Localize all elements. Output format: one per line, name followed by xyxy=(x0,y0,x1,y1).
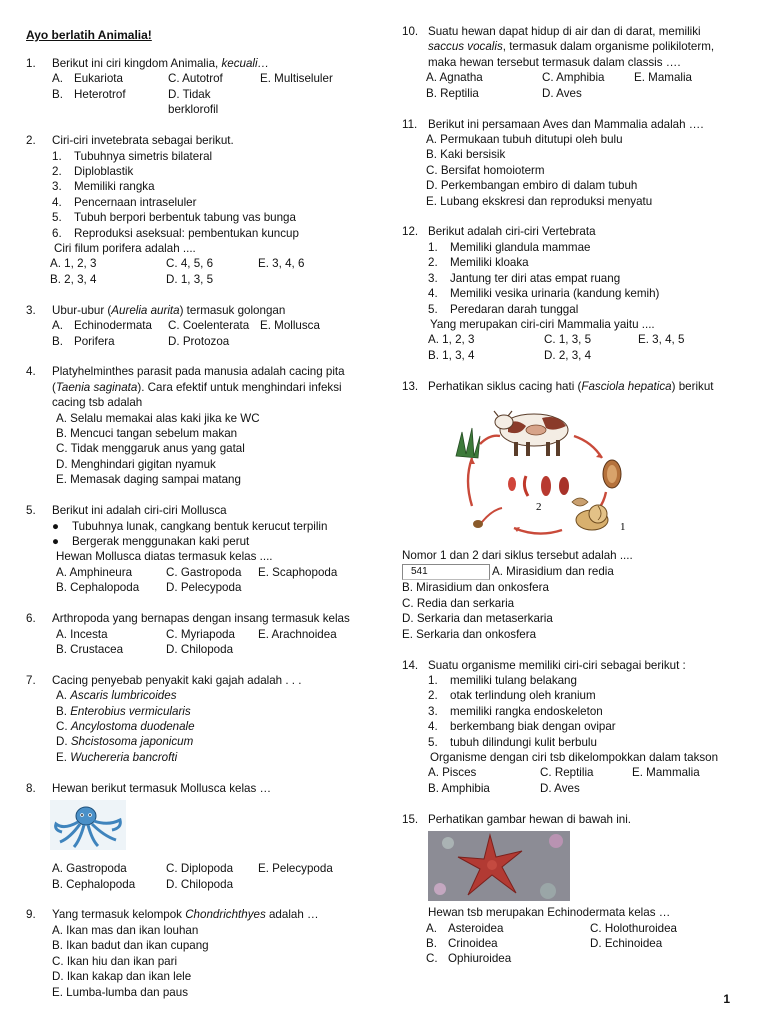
question-stem: Suatu hewan dapat hidup di air dan di darat, memiliki saccus vocalis, termasuk dalam organisme polikiloterm, maka hewan tersebut termasuk dalam classis …. xyxy=(428,25,715,69)
option-d[interactable]: D. Echinoidea xyxy=(590,936,663,950)
option-e[interactable]: E. Lumba-lumba dan paus xyxy=(52,985,188,999)
question-number: 9. xyxy=(26,908,36,922)
option-d[interactable]: D. Chilopoda xyxy=(166,642,234,656)
option-d[interactable]: D. Protozoa xyxy=(168,334,230,348)
list-item: 5. tubuh dilindungi kulit berbulu xyxy=(428,735,597,749)
option-a[interactable]: A. Permukaan tubuh ditutupi oleh bulu xyxy=(426,132,623,146)
option-e[interactable]: E. Memasak daging sampai matang xyxy=(56,473,241,487)
list-item: ● Tubuhnya lunak, cangkang bentuk kerucut terpilin xyxy=(52,519,328,533)
right-column xyxy=(402,24,747,982)
list-item: 6. Reproduksi aseksual: pembentukan kuncup xyxy=(52,226,299,240)
option-b[interactable]: B. Cephalopoda xyxy=(52,877,136,891)
question-prompt: Yang merupakan ciri-ciri Mammalia yaitu .... xyxy=(430,317,655,331)
question-number: 8. xyxy=(26,781,36,795)
question-stem: Hewan berikut termasuk Mollusca kelas … xyxy=(52,781,272,795)
option-b[interactable]: B. Mencuci tangan sebelum makan xyxy=(56,427,238,441)
starfish-image xyxy=(428,831,570,901)
option-d[interactable]: D. Chilopoda xyxy=(166,877,234,891)
bullet-icon: ● xyxy=(52,519,60,533)
question-5 xyxy=(26,503,376,595)
question-10 xyxy=(402,24,747,101)
option-e[interactable]: E. 3, 4, 6 xyxy=(258,257,305,271)
option-a[interactable]: A. Amphineura xyxy=(56,565,133,579)
option-c[interactable]: C. Reptilia xyxy=(540,766,594,780)
question-11 xyxy=(402,117,747,209)
option-e[interactable]: E. Mammalia xyxy=(632,766,700,780)
question-number: 6. xyxy=(26,612,36,626)
list-item: 5. Peredaran darah tunggal xyxy=(428,302,579,316)
question-prompt: Hewan Mollusca diatas termasuk kelas .... xyxy=(56,550,273,564)
option-b[interactable]: B. Ikan badut dan ikan cupang xyxy=(52,939,209,953)
page-number: 1 xyxy=(723,992,730,1006)
option-c[interactable]: C. Redia dan serkaria xyxy=(402,596,515,610)
question-number: 15. xyxy=(402,812,419,826)
question-number: 2. xyxy=(26,134,36,148)
option-d[interactable]: D. Serkaria dan metaserkaria xyxy=(402,612,553,626)
option-d[interactable]: D. Perkembangan embiro di dalam tubuh xyxy=(426,179,638,193)
option-e[interactable]: E. Mamalia xyxy=(634,71,692,85)
option-d[interactable]: D. Menghindari gigitan nyamuk xyxy=(56,457,216,471)
option-a[interactable]: A. Ascaris lumbricoides xyxy=(56,689,177,703)
option-a[interactable]: A. Agnatha xyxy=(426,71,483,85)
question-number: 13. xyxy=(402,379,419,393)
option-c[interactable]: C. 1, 3, 5 xyxy=(544,333,592,347)
list-item: 4. berkembang biak dengan ovipar xyxy=(428,720,616,734)
list-item: 2. Memiliki kloaka xyxy=(428,256,529,270)
question-1 xyxy=(26,56,376,118)
option-c2[interactable]: Ophiuroidea xyxy=(448,952,512,966)
list-item: 2. Diploblastik xyxy=(52,164,134,178)
page-title: Ayo berlatih Animalia! xyxy=(26,28,152,42)
option-c[interactable]: C. Autotrof xyxy=(168,72,223,86)
option-d[interactable]: D. Ikan kakap dan ikan lele xyxy=(52,970,192,984)
question-number: 4. xyxy=(26,365,36,379)
option-a[interactable]: Asteroidea xyxy=(448,921,504,935)
liver-fluke-cycle-image xyxy=(442,396,632,546)
question-6 xyxy=(26,611,376,657)
question-stem: Berikut adalah ciri-ciri Vertebrata xyxy=(428,225,596,239)
cow-icon xyxy=(494,411,568,456)
answer-input[interactable]: 541 xyxy=(402,564,490,580)
option-c[interactable]: C. Tidak menggaruk anus yang gatal xyxy=(56,442,245,456)
option-b[interactable]: B. Enterobius vermicularis xyxy=(56,704,191,718)
question-prompt: Organisme dengan ciri tsb dikelompokkan dalam takson xyxy=(430,751,719,764)
option-e[interactable]: E. Serkaria dan onkosfera xyxy=(402,627,537,641)
option-a[interactable]: A. Echinodermata xyxy=(52,319,152,333)
question-number: 1. xyxy=(26,57,36,70)
question-stem: Ubur-ubur (Aurelia aurita) termasuk golongan xyxy=(52,303,286,317)
list-item: 3. Memiliki rangka xyxy=(52,180,155,194)
option-b[interactable]: B. 2, 3, 4 xyxy=(50,272,97,286)
option-b[interactable]: Crinoidea xyxy=(448,936,498,950)
option-e[interactable]: E. Scaphopoda xyxy=(258,565,338,579)
option-a[interactable]: A. Pisces xyxy=(428,766,477,780)
list-item: 4. Pencernaan intraseluler xyxy=(52,195,197,209)
option-d[interactable]: D. 1, 3, 5 xyxy=(166,272,214,286)
option-c[interactable]: C. Coelenterata xyxy=(168,319,250,333)
option-b[interactable]: B. Mirasidium dan onkosfera xyxy=(402,581,549,595)
option-e[interactable]: E. 3, 4, 5 xyxy=(638,333,685,347)
question-stem: Yang termasuk kelompok Chondrichthyes adalah … xyxy=(52,908,319,922)
option-d[interactable]: D. Pelecypoda xyxy=(166,581,242,595)
option-e[interactable]: E. Mollusca xyxy=(260,319,320,333)
option-c[interactable]: C. Holothuroidea xyxy=(590,921,678,935)
question-number: 12. xyxy=(402,225,419,239)
option-a[interactable]: A. Gastropoda xyxy=(52,862,127,876)
option-a[interactable]: A. Incesta xyxy=(56,627,108,641)
option-c[interactable]: C. Bersifat homoioterm xyxy=(426,163,545,177)
option-a-label[interactable]: A. xyxy=(426,921,437,935)
question-number: 10. xyxy=(402,25,419,38)
question-15 xyxy=(402,812,747,967)
option-b[interactable]: B. Reptilia xyxy=(426,86,479,100)
option-d[interactable]: D. Shcistosoma japonicum xyxy=(56,735,194,749)
list-item: 4. Memiliki vesika urinaria (kandung kemih) xyxy=(428,287,660,301)
question-number: 14. xyxy=(402,658,419,672)
option-a[interactable]: A. Ikan mas dan ikan louhan xyxy=(52,923,199,937)
question-stem: Platyhelminthes parasit pada manusia adalah cacing pita (Taenia saginata). Cara efektif untuk menghindari infeksi cacing tsb adalah xyxy=(52,365,345,410)
question-stem: Cacing penyebab penyakit kaki gajah adalah . . . xyxy=(52,673,302,687)
question-4 xyxy=(26,364,376,487)
option-c[interactable]: C. Ancylostoma duodenale xyxy=(56,720,195,734)
left-column xyxy=(26,56,376,1015)
option-a[interactable]: A. 1, 2, 3 xyxy=(428,333,475,347)
question-8 xyxy=(26,781,376,892)
question-2 xyxy=(26,133,376,287)
list-item: 5. Tubuh berpori berbentuk tabung vas bunga xyxy=(52,211,296,225)
question-stem: Berikut ini persamaan Aves dan Mammalia adalah …. xyxy=(428,117,704,131)
bullet-icon: ● xyxy=(52,534,60,548)
option-b[interactable]: B. Crustacea xyxy=(56,642,124,656)
question-number: 11. xyxy=(402,117,418,131)
question-number: 3. xyxy=(26,303,36,317)
cycle-label-2: 2 xyxy=(536,501,542,514)
option-e[interactable]: E. Wuchereria bancrofti xyxy=(56,750,178,764)
question-stem: Suatu organisme memiliki ciri-ciri sebagai berikut : xyxy=(428,658,686,672)
option-a[interactable]: A. Selalu memakai alas kaki jika ke WC xyxy=(56,411,260,425)
option-a[interactable]: A. Eukariota xyxy=(52,72,123,86)
option-c[interactable]: C. Ikan hiu dan ikan pari xyxy=(52,954,178,968)
question-7 xyxy=(26,673,376,765)
option-c[interactable]: C. 4, 5, 6 xyxy=(166,257,214,271)
question-prompt: Nomor 1 dan 2 dari siklus tersebut adalah .... xyxy=(402,549,633,563)
option-b[interactable]: B. Amphibia xyxy=(428,781,490,795)
list-item: 1. Memiliki glandula mammae xyxy=(428,240,591,254)
question-14 xyxy=(402,658,747,797)
option-b[interactable]: B. Heterotrof xyxy=(52,87,126,101)
option-a[interactable]: A. 1, 2, 3 xyxy=(50,257,97,271)
option-e[interactable]: E. Arachnoidea xyxy=(258,627,337,641)
option-e[interactable]: E. Lubang ekskresi dan reproduksi menyatu xyxy=(426,194,653,208)
option-d[interactable]: D. Aves xyxy=(540,781,580,795)
question-number: 7. xyxy=(26,673,36,687)
option-c[interactable]: C. Gastropoda xyxy=(166,565,242,579)
list-item: 3. memiliki rangka endoskeleton xyxy=(428,704,603,718)
list-item: ● Bergerak menggunakan kaki perut xyxy=(52,534,250,548)
option-c[interactable]: C. Myriapoda xyxy=(166,627,235,641)
list-item: 1. memiliki tulang belakang xyxy=(428,673,577,687)
option-a[interactable]: A. Mirasidium dan redia xyxy=(492,565,614,579)
question-stem: Perhatikan siklus cacing hati (Fasciola hepatica) berikut xyxy=(428,379,714,393)
question-prompt: Ciri filum porifera adalah .... xyxy=(54,241,196,255)
option-c2-label[interactable]: C. xyxy=(426,952,438,966)
question-prompt: Hewan tsb merupakan Echinodermata kelas … xyxy=(428,906,671,920)
question-stem: Arthropoda yang bernapas dengan insang termasuk kelas xyxy=(52,612,350,626)
option-e[interactable]: E. Pelecypoda xyxy=(258,862,333,876)
question-3 xyxy=(26,303,376,349)
question-stem: Ciri-ciri invetebrata sebagai berikut. xyxy=(52,134,234,148)
question-12 xyxy=(402,224,747,363)
question-9 xyxy=(26,907,376,999)
option-b[interactable]: B. Kaki bersisik xyxy=(426,148,506,162)
question-13 xyxy=(402,379,747,642)
option-b[interactable]: B. Porifera xyxy=(52,334,115,348)
option-d[interactable]: D. 2, 3, 4 xyxy=(544,348,592,362)
option-b-label[interactable]: B. xyxy=(426,936,437,950)
question-number: 5. xyxy=(26,504,36,518)
question-stem: Perhatikan gambar hewan di bawah ini. xyxy=(428,812,632,826)
list-item: 3. Jantung ter diri atas empat ruang xyxy=(428,271,621,285)
option-d[interactable]: D. Tidak berklorofil xyxy=(168,87,219,117)
option-c[interactable]: C. Amphibia xyxy=(542,71,605,85)
option-b[interactable]: B. 1, 3, 4 xyxy=(428,348,475,362)
question-stem: Berikut ini adalah ciri-ciri Mollusca xyxy=(52,504,227,518)
option-d[interactable]: D. Aves xyxy=(542,86,582,100)
option-c[interactable]: C. Diplopoda xyxy=(166,862,234,876)
option-b[interactable]: B. Cephalopoda xyxy=(56,581,140,595)
list-item: 2. otak terlindung oleh kranium xyxy=(428,689,596,703)
cycle-label-1: 1 xyxy=(620,521,626,534)
option-e[interactable]: E. Multiseluler xyxy=(260,72,333,86)
question-stem: Berikut ini ciri kingdom Animalia, kecuali… xyxy=(52,57,270,70)
list-item: 1. Tubuhnya simetris bilateral xyxy=(52,149,213,163)
octopus-image xyxy=(50,800,126,850)
